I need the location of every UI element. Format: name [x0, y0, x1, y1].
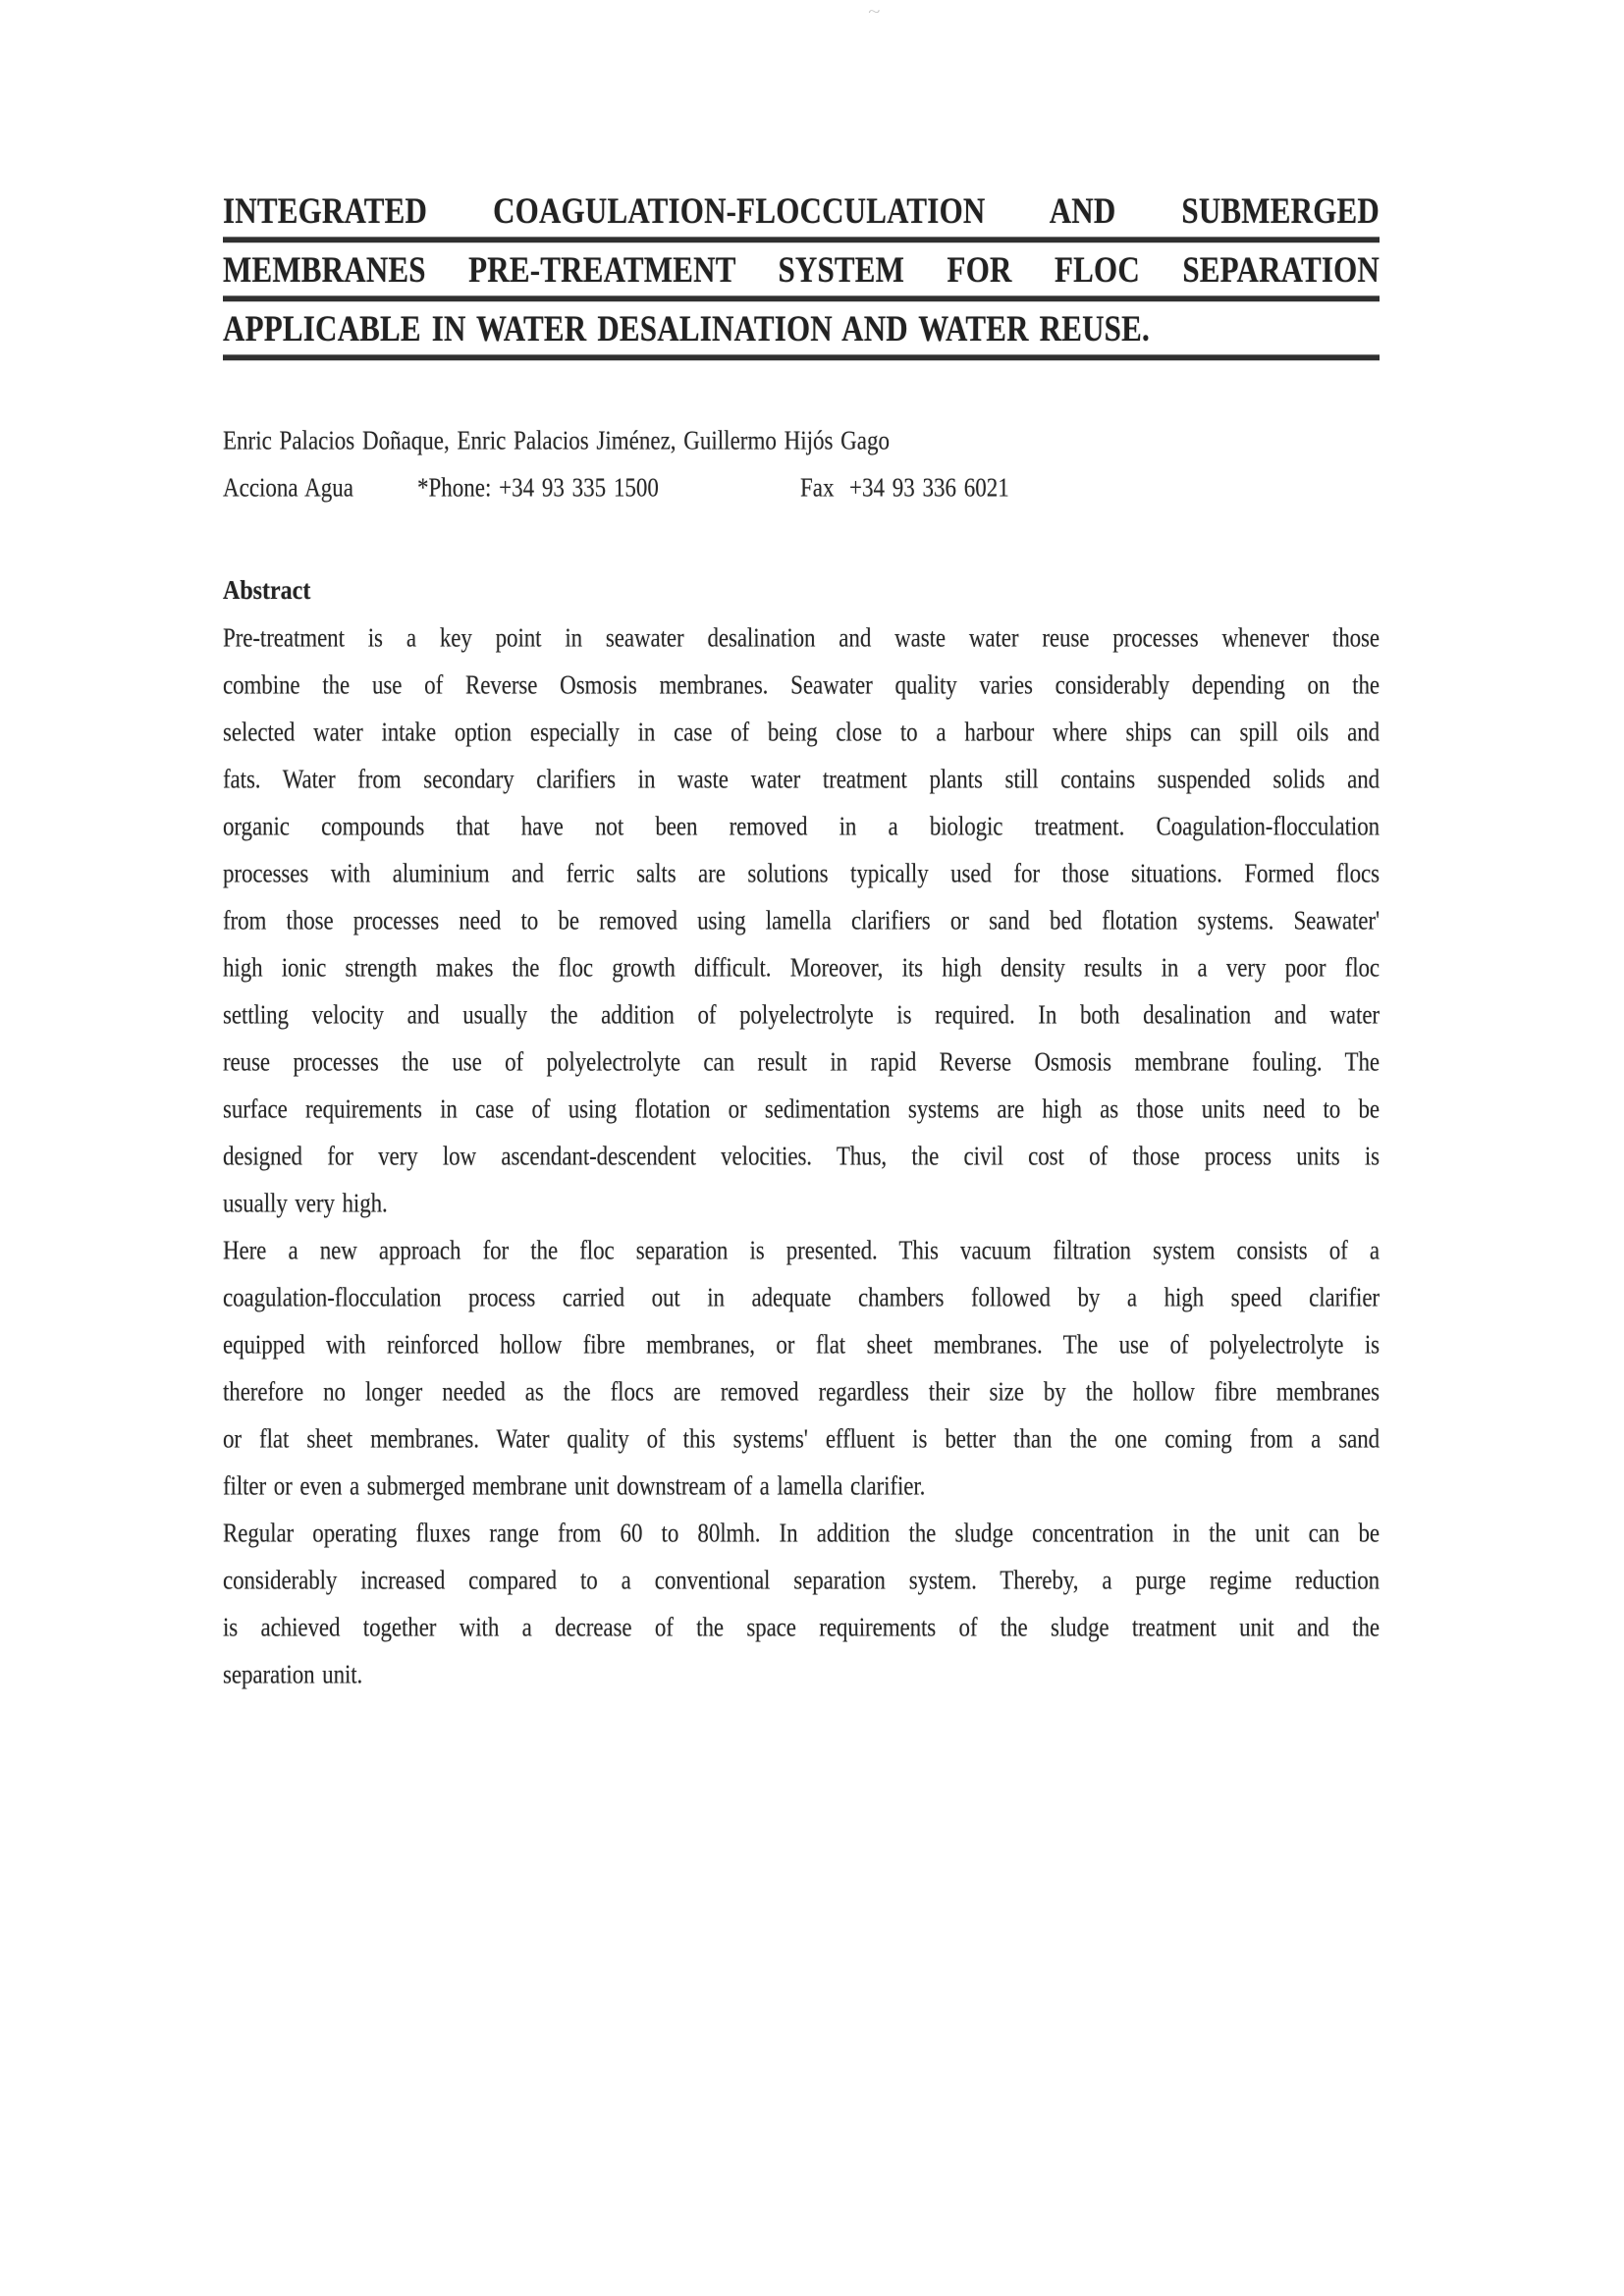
abstract-line: Here a new approach for the floc separation is presented. This vacuum filtration system consists of a — [223, 1235, 1380, 1265]
abstract-line: combine the use of Reverse Osmosis membranes. Seawater quality varies considerably depending on the — [223, 669, 1380, 700]
abstract-line: fats. Water from secondary clarifiers in waste water treatment plants still contains suspended solids and — [223, 764, 1380, 794]
abstract-line: surface requirements in case of using flotation or sedimentation systems are high as those units need to be — [223, 1094, 1380, 1124]
authors-block — [223, 417, 1380, 511]
abstract-line: selected water intake option especially in case of being close to a harbour where ships can spill oils and — [223, 717, 1380, 747]
abstract-line: therefore no longer needed as the flocs are removed regardless their size by the hollow fibre membranes — [223, 1376, 1380, 1407]
abstract-line: Regular operating fluxes range from 60 to 80lmh. In addition the sludge concentration in the unit can be — [223, 1518, 1380, 1548]
title-line-3: APPLICABLE IN WATER DESALINATION AND WATER REUSE. — [223, 306, 1380, 360]
abstract-line: settling velocity and usually the addition of polyelectrolyte is required. In both desalination and water — [223, 999, 1380, 1030]
abstract-section — [223, 567, 1380, 1698]
title-line-1: INTEGRATED COAGULATION-FLOCCULATION AND SUBMERGED — [223, 188, 1380, 242]
abstract-line: organic compounds that have not been removed in a biologic treatment. Coagulation-flocculation — [223, 811, 1380, 841]
phone-number: *Phone: +34 93 335 1500 — [417, 472, 659, 503]
abstract-line: designed for very low ascendant-descendent velocities. Thus, the civil cost of those process units is — [223, 1141, 1380, 1171]
abstract-line: considerably increased compared to a conventional separation system. Thereby, a purge regime reduction — [223, 1565, 1380, 1595]
scan-artifact: ~ — [868, 4, 881, 21]
abstract-line: equipped with reinforced hollow fibre membranes, or flat sheet membranes. The use of polyelectrolyte is — [223, 1329, 1380, 1360]
abstract-line: reuse processes the use of polyelectrolyte can result in rapid Reverse Osmosis membrane fouling. The — [223, 1046, 1380, 1077]
abstract-line: or flat sheet membranes. Water quality of this systems' effluent is better than the one coming from a sand — [223, 1423, 1380, 1454]
abstract-line: high ionic strength makes the floc growth difficult. Moreover, its high density results in a very poor floc — [223, 952, 1380, 983]
abstract-line: coagulation-flocculation process carried out in adequate chambers followed by a high speed clarifier — [223, 1282, 1380, 1312]
abstract-line: Pre-treatment is a key point in seawater desalination and waste water reuse processes whenever those — [223, 622, 1380, 653]
title-line-2: MEMBRANES PRE-TREATMENT SYSTEM FOR FLOC SEPARATION — [223, 247, 1380, 301]
author-contacts — [223, 460, 1380, 516]
abstract-heading: Abstract — [223, 576, 311, 606]
fax-number: Fax +34 93 336 6021 — [800, 472, 1009, 503]
affiliation: Acciona Agua — [223, 472, 353, 503]
abstract-line: is achieved together with a decrease of the space requirements of the sludge treatment unit and the — [223, 1612, 1380, 1642]
abstract-line: separation unit. — [223, 1659, 363, 1689]
abstract-line: from those processes need to be removed using lamella clarifiers or sand bed flotation systems. Seawater' — [223, 905, 1380, 935]
abstract-line: processes with aluminium and ferric salts are solutions typically used for those situations. Formed flocs — [223, 858, 1380, 888]
abstract-line: filter or even a submerged membrane unit downstream of a lamella clarifier. — [223, 1470, 926, 1501]
abstract-line: usually very high. — [223, 1188, 388, 1218]
author-names-text: Enric Palacios Doñaque, Enric Palacios Jiménez, Guillermo Hijós Gago — [223, 425, 890, 455]
paper-title — [223, 192, 1380, 369]
